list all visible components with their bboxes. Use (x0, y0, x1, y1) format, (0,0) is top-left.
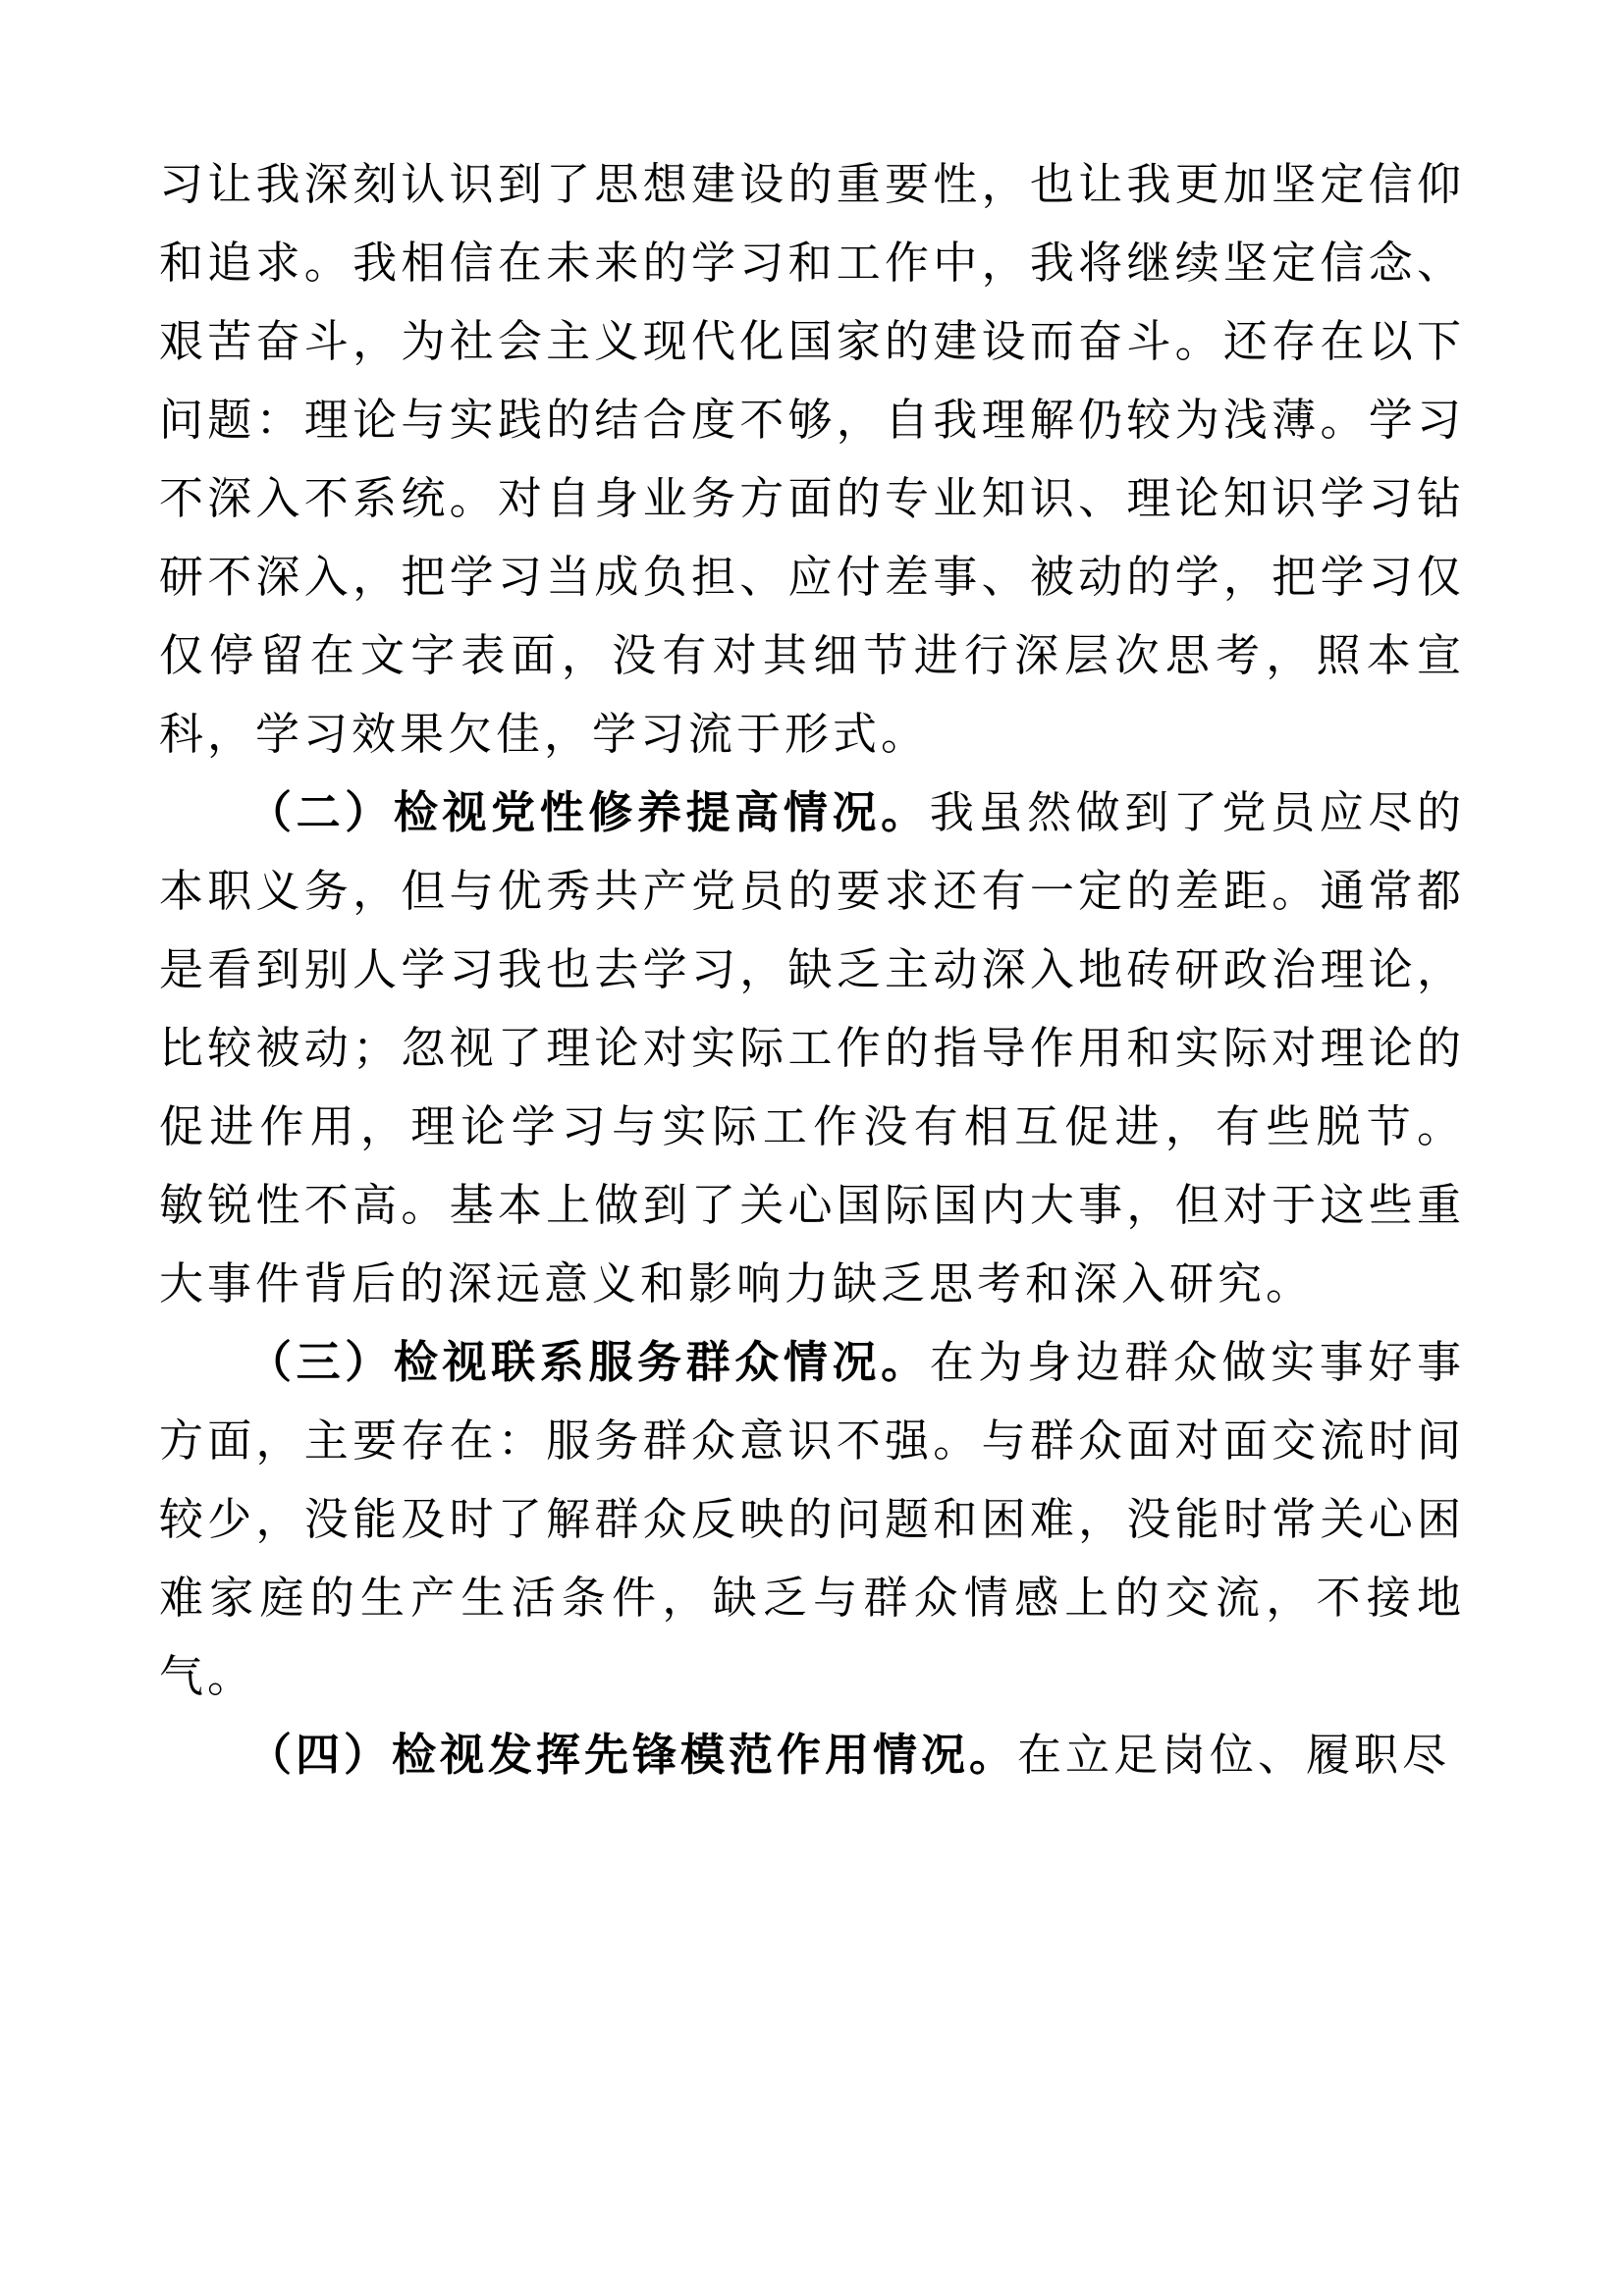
section-heading: （三）检视联系服务群众情况。 (247, 1337, 930, 1387)
section-heading: （二）检视党性修养提高情况。 (247, 787, 930, 837)
paragraph-body: 我虽然做到了党员应尽的本职义务，但与优秀共产党员的要求还有一定的差距。通常都是看到别人学习我也去学习，缺乏主动深入地砖研政治理论，比较被动；忽视了理论对实际工作的指导作用和实际对理论的促进作用，理论学习与实际工作没有相互促进，有些脱节。 敏锐性不高。基本上做到了关心国际国内大事，但对于这些重大事件背后的深远意义和影响力缺乏思考和深入研究。 (159, 787, 1465, 1308)
paragraph-body: 习让我深刻认识到了思想建设的重要性，也让我更加坚定信仰和追求。我相信在未来的学习和工作中，我将继续坚定信念、艰苦奋斗，为社会主义现代化国家的建设而奋斗。还存在以下问题：理论与实践的结合度不够，自我理解仍较为浅薄。学习不深入不系统。对自身业务方面的专业知识、理论知识学习钻研不深入，把学习当成负担、应付差事、被动的学，把学习仅仅停留在文字表面，没有对其细节进行深层次思考，照本宣科，学习效果欠佳，学习流于形式。 (159, 159, 1465, 759)
paragraph-section-4 (159, 1716, 1465, 1794)
paragraph-continuation (159, 145, 1465, 774)
section-heading: （四）检视发挥先锋模范作用情况。 (247, 1730, 1018, 1780)
paragraph-body: 在立足岗位、履职尽 (1017, 1730, 1451, 1780)
paragraph-body: 在为身边群众做实事好事方面，主要存在：服务群众意识不强。与群众面对面交流时间较少，没能及时了解群众反映的问题和困难，没能时常关心困难家庭的生产生活条件，缺乏与群众情感上的交流，不接地气。 (159, 1337, 1465, 1701)
paragraph-section-3 (159, 1323, 1465, 1716)
paragraph-section-2 (159, 774, 1465, 1323)
document-content (159, 145, 1465, 1794)
